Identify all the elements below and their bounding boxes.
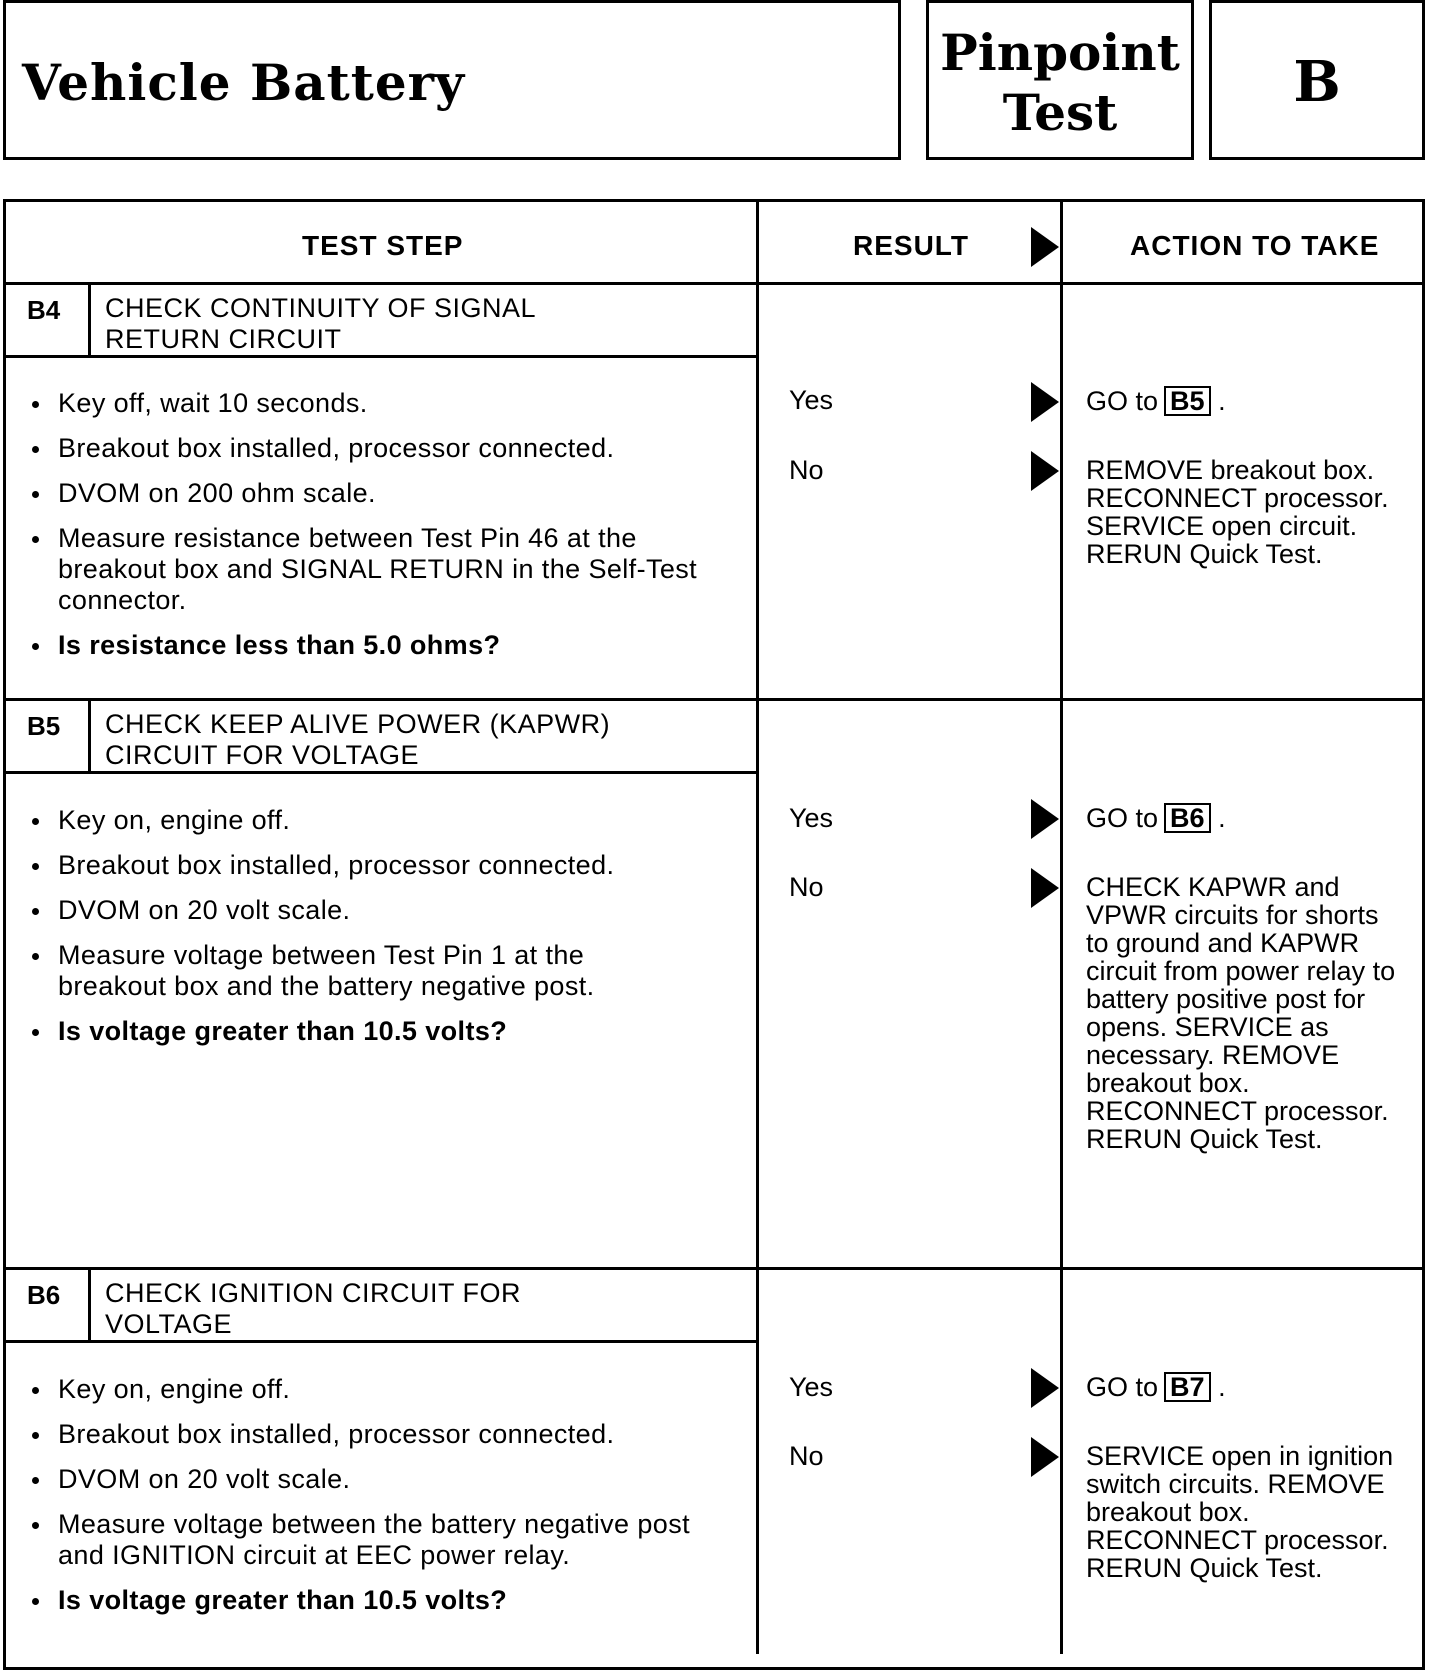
header-divider [3,282,1425,285]
b4-b5-divider [3,698,1425,701]
b6-title-divider [3,1340,759,1343]
col-divider-action [1060,199,1063,1654]
b4-title-divider [3,355,759,358]
b6-action-no: SERVICE open in ignition switch circuits. REMOVE breakout box. RECONNECT processor. RERUN Quick Test. [1086,1441,1394,1583]
step-ref-b6[interactable]: B6 [1164,803,1211,833]
col-divider-result [756,199,759,1654]
step-b4-instructions [30,388,700,675]
step-title-b6 [105,1278,521,1340]
b6-code-divider [88,1267,91,1341]
b5-code-divider [88,698,91,772]
step-code-b4: B4 [27,295,61,325]
b5-action-yes [1086,803,1406,833]
test-letter-box [1209,0,1425,160]
step-code-b6: B6 [27,1280,61,1310]
b5-action-no: CHECK KAPWR and VPWR circuits for shorts to ground and KAPWR circuit from power relay to battery positive post for opens. SERVICE as necessary. REMOVE breakout box. RECONNECT processor. RERUN Quick Test. [1086,872,1396,1154]
b5-b6-divider [3,1267,1425,1270]
list-item: DVOM on 20 volt scale. [30,895,700,926]
step-question: Is voltage greater than 10.5 volts? [30,1016,700,1047]
goto-suffix: . [1218,386,1226,416]
pinpoint-test-box [926,0,1194,160]
pinpoint-line-1: Pinpoint [940,23,1180,82]
step-title-b6-line1: CHECK IGNITION CIRCUIT FOR [105,1278,522,1308]
b6-yes-arrow-icon [1031,1368,1059,1408]
b5-yes-arrow-icon [1031,799,1059,839]
b4-action-yes [1086,386,1406,416]
b4-code-divider [88,282,91,356]
b5-no-arrow-icon [1031,868,1059,908]
list-item: Key on, engine off. [30,805,700,836]
b6-result-yes: Yes [789,1372,834,1402]
step-title-b5 [105,709,610,771]
step-title-b4-line2: RETURN CIRCUIT [105,324,342,354]
b5-result-yes: Yes [789,803,834,833]
list-item: Measure resistance between Test Pin 46 at the breakout box and SIGNAL RETURN in the Self-Test connector. [30,523,700,616]
b5-result-no: No [789,872,824,902]
pinpoint-test-label [929,23,1191,143]
step-ref-b7[interactable]: B7 [1164,1372,1211,1402]
step-question: Is resistance less than 5.0 ohms? [30,630,700,661]
step-title-b5-line2: CIRCUIT FOR VOLTAGE [105,740,420,770]
b6-result-no: No [789,1441,824,1471]
list-item: DVOM on 20 volt scale. [30,1464,700,1495]
list-item: Key on, engine off. [30,1374,700,1405]
col-header-action: ACTION TO TAKE [1130,230,1380,261]
b4-result-no: No [789,455,824,485]
b4-action-no: REMOVE breakout box. RECONNECT processor. SERVICE open circuit. RERUN Quick Test. [1086,455,1389,569]
pinpoint-line-2: Test [1002,83,1118,142]
b4-result-yes: Yes [789,385,834,415]
step-b5-instructions [30,805,700,1061]
step-b6-instructions [30,1374,700,1630]
step-code-b5: B5 [27,711,61,741]
list-item: DVOM on 200 ohm scale. [30,478,700,509]
list-item: Breakout box installed, processor connected. [30,850,700,881]
step-title-b5-line1: CHECK KEEP ALIVE POWER (KAPWR) [105,709,611,739]
result-arrow-icon [1031,227,1059,267]
title-box [3,0,901,160]
b4-no-arrow-icon [1031,451,1059,491]
step-question: Is voltage greater than 10.5 volts? [30,1585,700,1616]
step-ref-b5[interactable]: B5 [1164,386,1211,416]
list-item: Measure voltage between the battery negative post and IGNITION circuit at EEC power relay. [30,1509,700,1571]
step-title-b4 [105,293,536,355]
test-letter: B [1293,49,1341,115]
goto-suffix: . [1218,803,1226,833]
goto-label: GO to [1086,1372,1159,1402]
col-header-result: RESULT [853,230,969,261]
goto-suffix: . [1218,1372,1226,1402]
goto-label: GO to [1086,803,1159,833]
b4-yes-arrow-icon [1031,382,1059,422]
step-title-b6-line2: VOLTAGE [105,1309,233,1339]
list-item: Measure voltage between Test Pin 1 at the breakout box and the battery negative post. [30,940,700,1002]
b5-title-divider [3,771,759,774]
page-title: Vehicle Battery [22,53,466,112]
list-item: Breakout box installed, processor connected. [30,433,700,464]
b6-action-yes [1086,1372,1406,1402]
step-title-b4-line1: CHECK CONTINUITY OF SIGNAL [105,293,537,323]
list-item: Key off, wait 10 seconds. [30,388,700,419]
b6-no-arrow-icon [1031,1437,1059,1477]
list-item: Breakout box installed, processor connected. [30,1419,700,1450]
col-header-test-step: TEST STEP [302,230,464,261]
goto-label: GO to [1086,386,1159,416]
